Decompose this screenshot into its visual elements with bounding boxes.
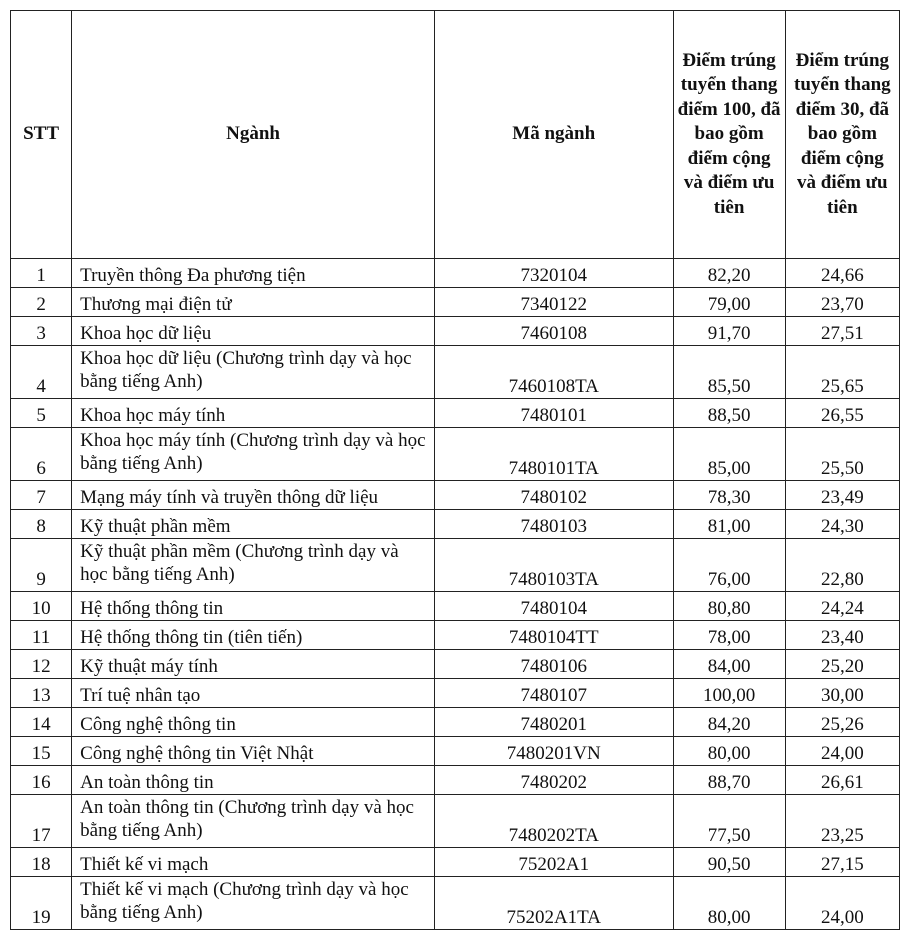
row-diem-30: 30,00 [785,679,899,708]
row-diem-100: 79,00 [673,288,785,317]
row-ma-nganh: 7340122 [434,288,673,317]
row-ma-nganh: 7460108TA [434,346,673,399]
row-ma-nganh: 7480201VN [434,737,673,766]
header-ma-nganh: Mã ngành [434,11,673,259]
row-diem-100: 85,50 [673,346,785,399]
row-diem-100: 88,50 [673,399,785,428]
admission-score-table-wrapper [10,10,900,930]
table-row [11,539,900,592]
table-row [11,510,900,539]
row-ma-nganh: 7480101 [434,399,673,428]
row-diem-100: 80,80 [673,592,785,621]
row-diem-30: 24,00 [785,737,899,766]
table-row [11,737,900,766]
row-nganh: Thương mại điện tử [72,288,435,317]
row-diem-100: 81,00 [673,510,785,539]
row-nganh: An toàn thông tin (Chương trình dạy và học bằng tiếng Anh) [72,795,435,848]
row-nganh: Kỹ thuật phần mềm (Chương trình dạy và học bằng tiếng Anh) [72,539,435,592]
row-ma-nganh: 7480104 [434,592,673,621]
row-diem-30: 25,20 [785,650,899,679]
row-nganh: Khoa học máy tính [72,399,435,428]
row-ma-nganh: 7480106 [434,650,673,679]
row-ma-nganh: 75202A1TA [434,877,673,930]
row-nganh: Kỹ thuật phần mềm [72,510,435,539]
row-stt: 13 [11,679,72,708]
row-stt: 8 [11,510,72,539]
row-nganh: Hệ thống thông tin [72,592,435,621]
table-row [11,317,900,346]
header-diem-100: Điểm trúng tuyển thang điểm 100, đã bao gồm điểm cộng và điểm ưu tiên [673,11,785,259]
row-stt: 3 [11,317,72,346]
row-diem-30: 26,61 [785,766,899,795]
row-diem-100: 100,00 [673,679,785,708]
row-ma-nganh: 7480107 [434,679,673,708]
row-stt: 14 [11,708,72,737]
row-diem-30: 25,26 [785,708,899,737]
row-ma-nganh: 7480202TA [434,795,673,848]
row-ma-nganh: 7480103 [434,510,673,539]
row-diem-30: 23,49 [785,481,899,510]
row-diem-100: 91,70 [673,317,785,346]
row-diem-30: 24,30 [785,510,899,539]
table-row [11,795,900,848]
row-ma-nganh: 7460108 [434,317,673,346]
row-nganh: Công nghệ thông tin Việt Nhật [72,737,435,766]
table-row [11,259,900,288]
row-diem-30: 25,65 [785,346,899,399]
row-diem-100: 78,00 [673,621,785,650]
table-row [11,650,900,679]
table-body [11,259,900,930]
row-diem-30: 23,70 [785,288,899,317]
header-row [11,11,900,259]
table-row [11,399,900,428]
row-diem-30: 23,40 [785,621,899,650]
table-row [11,428,900,481]
row-stt: 7 [11,481,72,510]
row-stt: 18 [11,848,72,877]
row-ma-nganh: 7480102 [434,481,673,510]
table-row [11,848,900,877]
row-ma-nganh: 7480103TA [434,539,673,592]
row-stt: 11 [11,621,72,650]
table-row [11,766,900,795]
row-diem-100: 80,00 [673,737,785,766]
row-diem-100: 78,30 [673,481,785,510]
row-diem-30: 26,55 [785,399,899,428]
row-stt: 9 [11,539,72,592]
admission-score-table [10,10,900,930]
row-nganh: Truyền thông Đa phương tiện [72,259,435,288]
row-diem-100: 84,20 [673,708,785,737]
row-stt: 6 [11,428,72,481]
header-diem-30: Điểm trúng tuyển thang điểm 30, đã bao gồm điểm cộng và điểm ưu tiên [785,11,899,259]
row-diem-100: 80,00 [673,877,785,930]
row-diem-100: 90,50 [673,848,785,877]
table-row [11,346,900,399]
table-row [11,621,900,650]
row-ma-nganh: 7480202 [434,766,673,795]
row-stt: 15 [11,737,72,766]
row-stt: 19 [11,877,72,930]
row-diem-30: 24,00 [785,877,899,930]
row-stt: 16 [11,766,72,795]
row-ma-nganh: 7480201 [434,708,673,737]
row-nganh: Hệ thống thông tin (tiên tiến) [72,621,435,650]
row-diem-30: 24,66 [785,259,899,288]
header-stt: STT [11,11,72,259]
row-diem-30: 27,51 [785,317,899,346]
row-diem-100: 85,00 [673,428,785,481]
row-nganh: Khoa học dữ liệu (Chương trình dạy và học bằng tiếng Anh) [72,346,435,399]
row-stt: 5 [11,399,72,428]
row-diem-30: 22,80 [785,539,899,592]
row-diem-100: 82,20 [673,259,785,288]
row-stt: 1 [11,259,72,288]
row-stt: 10 [11,592,72,621]
row-diem-100: 77,50 [673,795,785,848]
table-row [11,481,900,510]
table-row [11,877,900,930]
row-nganh: Thiết kế vi mạch [72,848,435,877]
row-diem-30: 25,50 [785,428,899,481]
row-nganh: Khoa học máy tính (Chương trình dạy và học bằng tiếng Anh) [72,428,435,481]
row-diem-100: 88,70 [673,766,785,795]
row-diem-100: 76,00 [673,539,785,592]
row-stt: 2 [11,288,72,317]
row-nganh: Khoa học dữ liệu [72,317,435,346]
table-row [11,679,900,708]
row-diem-30: 23,25 [785,795,899,848]
table-row [11,592,900,621]
header-nganh: Ngành [72,11,435,259]
table-row [11,288,900,317]
table-row [11,708,900,737]
row-diem-30: 24,24 [785,592,899,621]
row-nganh: An toàn thông tin [72,766,435,795]
row-nganh: Công nghệ thông tin [72,708,435,737]
row-nganh: Trí tuệ nhân tạo [72,679,435,708]
row-ma-nganh: 75202A1 [434,848,673,877]
row-nganh: Kỹ thuật máy tính [72,650,435,679]
row-stt: 4 [11,346,72,399]
row-ma-nganh: 7480104TT [434,621,673,650]
row-nganh: Thiết kế vi mạch (Chương trình dạy và học bằng tiếng Anh) [72,877,435,930]
row-ma-nganh: 7480101TA [434,428,673,481]
row-diem-100: 84,00 [673,650,785,679]
row-stt: 17 [11,795,72,848]
row-stt: 12 [11,650,72,679]
row-diem-30: 27,15 [785,848,899,877]
row-ma-nganh: 7320104 [434,259,673,288]
row-nganh: Mạng máy tính và truyền thông dữ liệu [72,481,435,510]
